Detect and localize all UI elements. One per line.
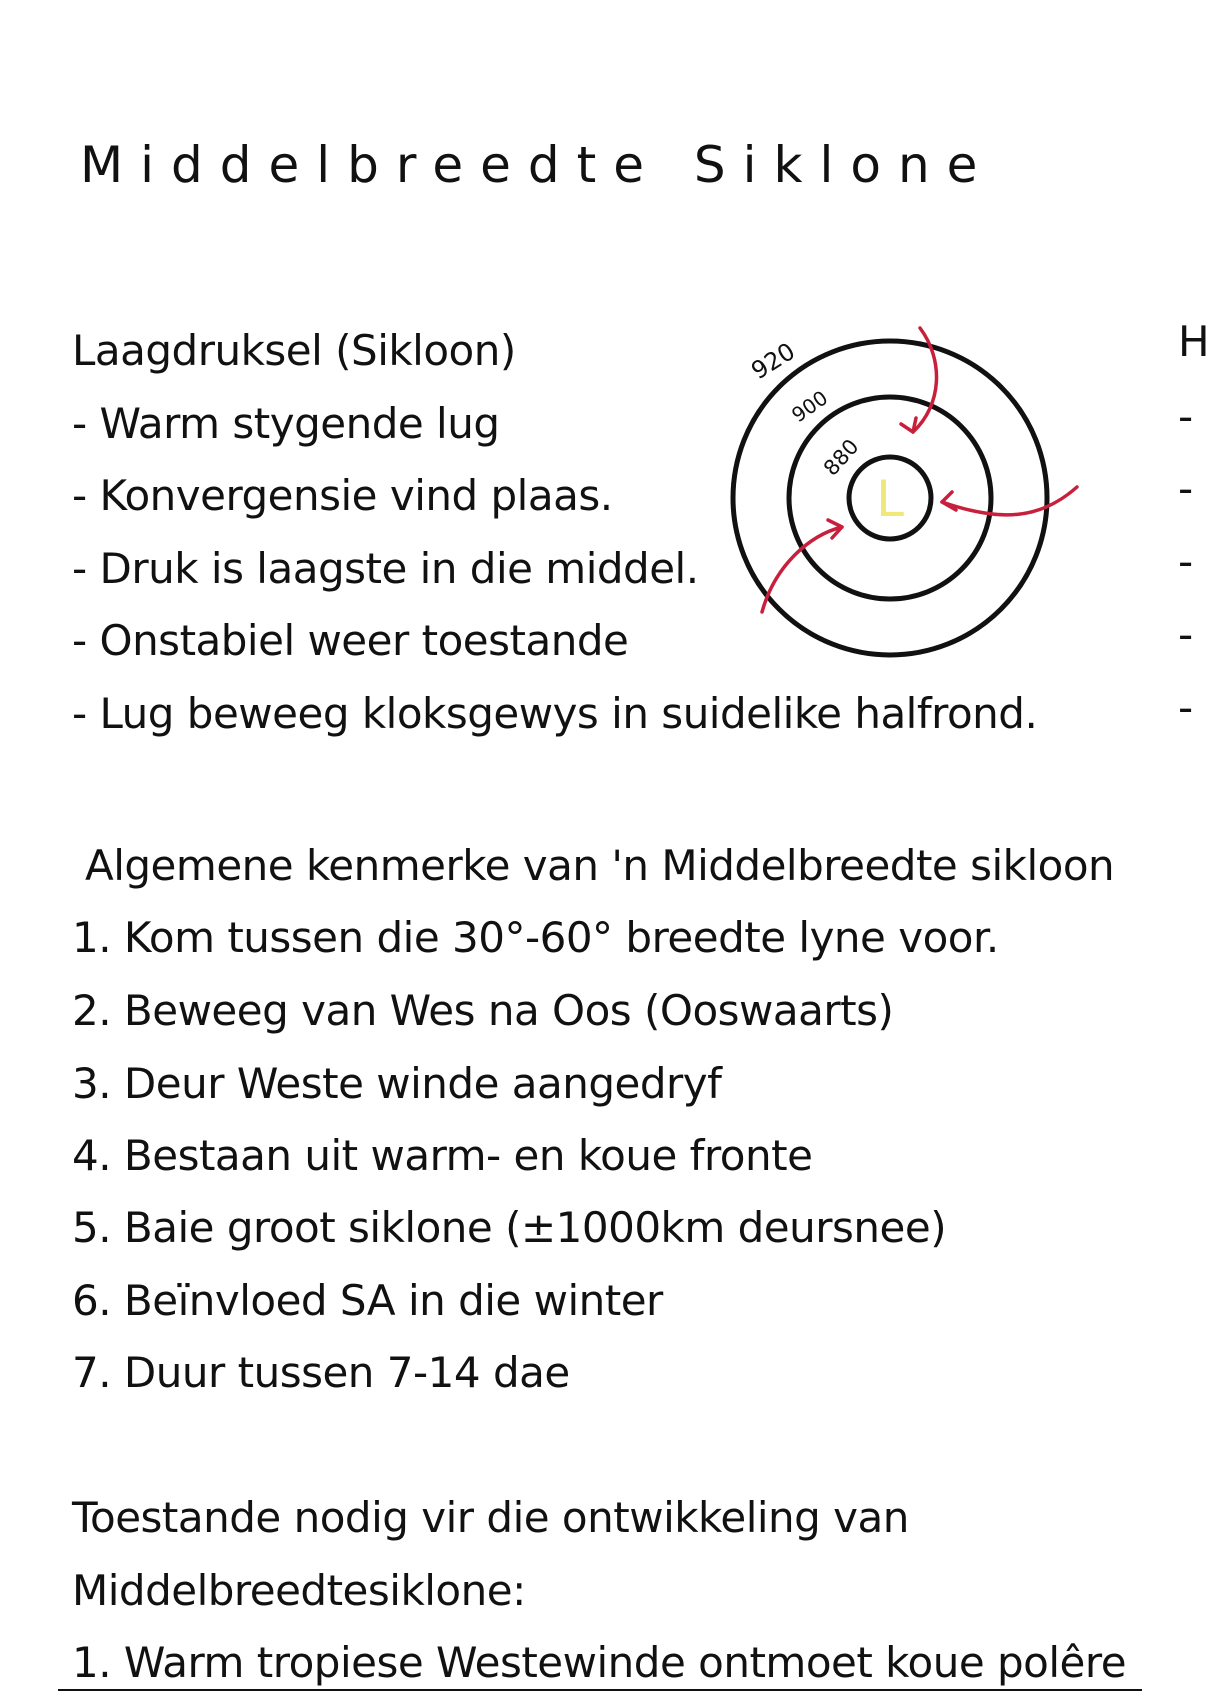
right-edge-dash: - [1178,537,1194,586]
wind-arrow-right [942,487,1077,515]
characteristics-item: 1. Kom tussen die 30°-60° breedte lyne voor. [72,913,999,962]
isobar-label-920: 920 [746,337,801,386]
wind-arrow-right-head [942,492,956,510]
right-edge-heading-char: H [1178,317,1210,366]
characteristics-heading: Algemene kenmerke van 'n Middelbreedte sikloon [85,841,1115,890]
isobar-label-880: 880 [818,434,864,481]
low-pressure-bullet: - Warm stygende lug [72,399,500,448]
page-title: Middelbreedte Siklone [80,136,995,194]
low-pressure-bullet: - Konvergensie vind plaas. [72,471,613,520]
characteristics-item: 5. Baie groot siklone (±1000km deursnee) [72,1203,947,1252]
characteristics-item: 2. Beweeg van Wes na Oos (Ooswaarts) [72,986,894,1035]
characteristics-item: 6. Beïnvloed SA in die winter [72,1276,663,1325]
conditions-heading-line-2: Middelbreedtesiklone: [72,1566,526,1615]
right-edge-dash: - [1178,464,1194,513]
wind-arrow-left [762,527,842,612]
low-pressure-bullet: - Onstabiel weer toestande [72,616,629,665]
pressure-center-label: L [876,470,904,528]
conditions-heading-line-1: Toestande nodig vir die ontwikkeling van [72,1493,909,1542]
conditions-item: 1. Warm tropiese Westewinde ontmoet koue polêre [72,1638,1127,1687]
wind-arrow-top-head [901,418,916,432]
bottom-divider [58,1689,1142,1691]
characteristics-item: 7. Duur tussen 7-14 dae [72,1348,570,1397]
right-edge-dash: - [1178,392,1194,441]
isobar-label-900: 900 [787,385,833,428]
low-pressure-bullet: - Druk is laagste in die middel. [72,544,699,593]
right-edge-dash: - [1178,610,1194,659]
low-pressure-bullet: - Lug beweeg kloksgewys in suidelike halfrond. [72,689,1038,738]
characteristics-item: 4. Bestaan uit warm- en koue fronte [72,1131,813,1180]
right-edge-dash: - [1178,683,1194,732]
low-pressure-isobar-diagram [720,320,1100,665]
characteristics-item: 3. Deur Weste winde aangedryf [72,1059,722,1108]
low-pressure-heading: Laagdruksel (Sikloon) [72,326,516,375]
